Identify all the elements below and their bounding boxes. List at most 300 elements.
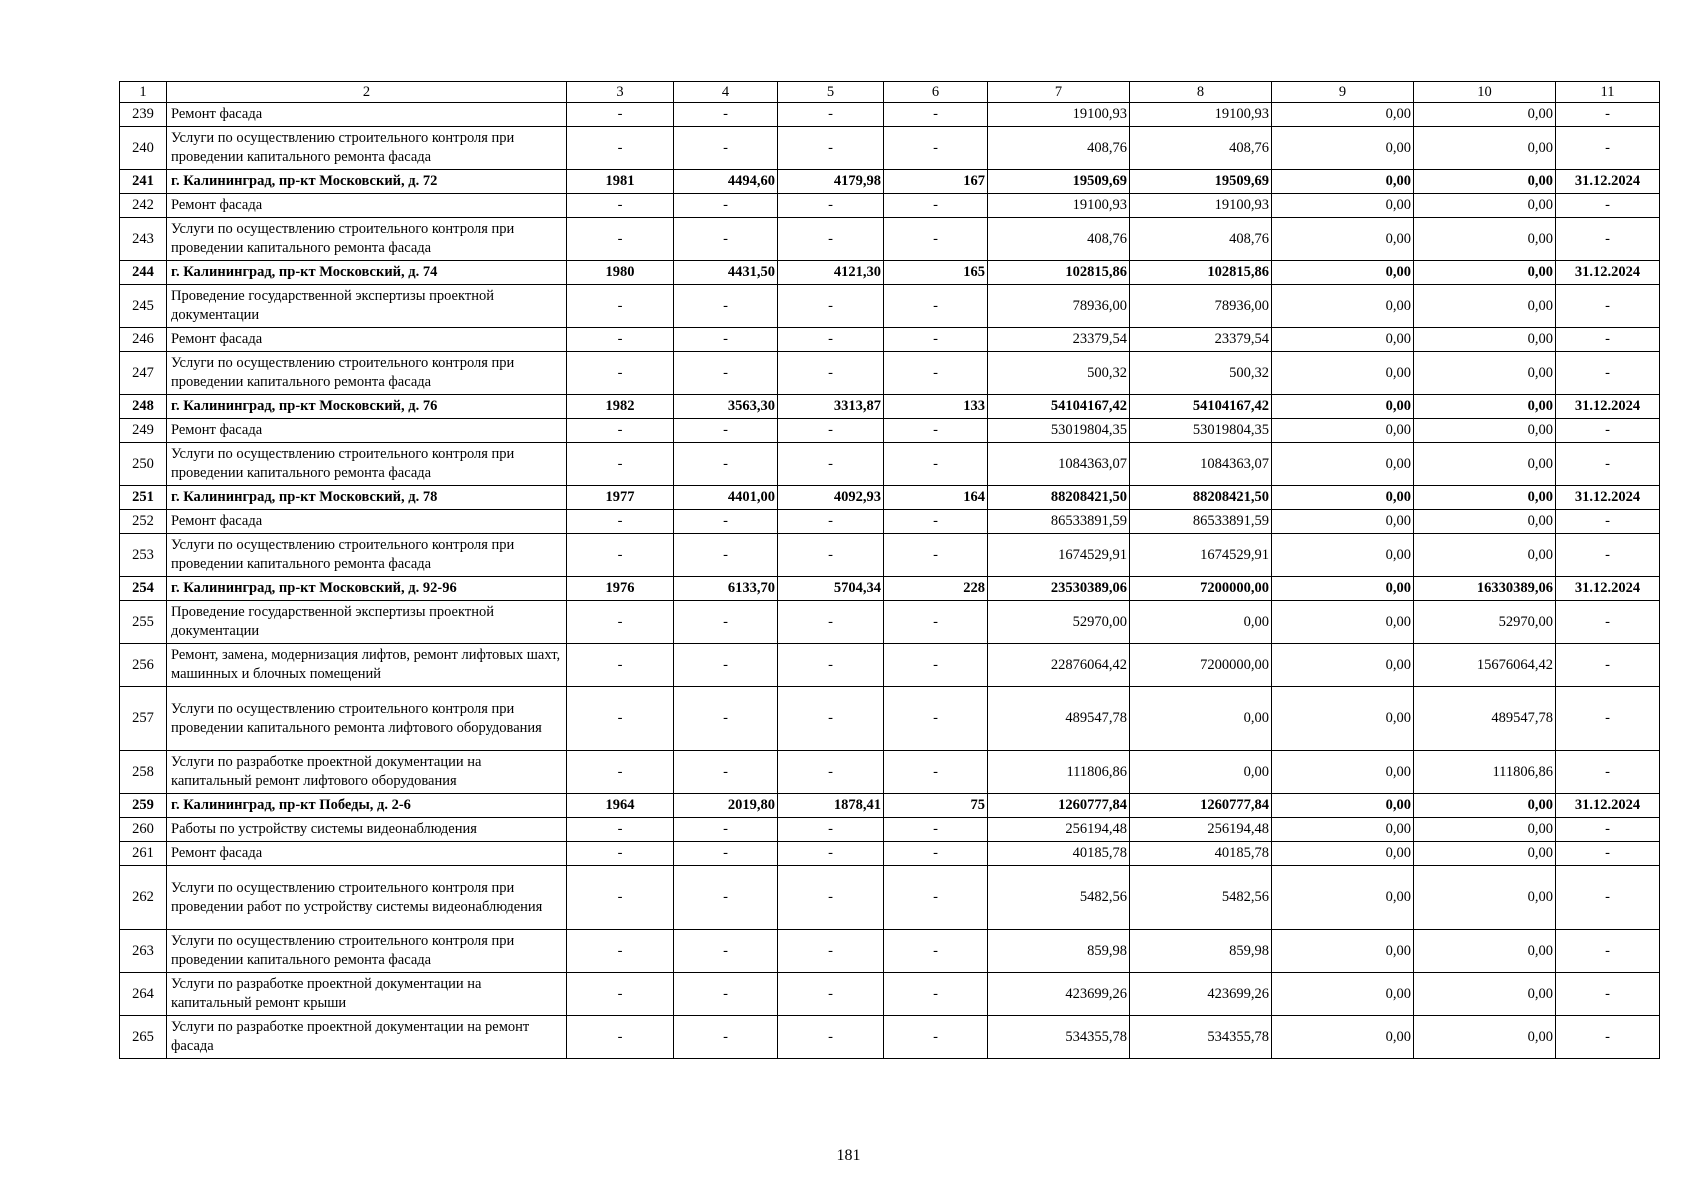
col5-cell: - [778,644,884,687]
row-number-cell: 252 [120,510,167,534]
row-number-cell: 256 [120,644,167,687]
col4-cell: - [674,218,778,261]
column-number-header-row [120,82,1660,103]
col4-cell: - [674,601,778,644]
col10-cell: 0,00 [1414,534,1556,577]
work-name-cell: Услуги по разработке проектной документации на капитальный ремонт лифтового оборудования [167,751,567,794]
col6-cell: - [884,1016,988,1059]
header-cell: 7 [988,82,1130,103]
col11-cell: 31.12.2024 [1556,486,1660,510]
col7-cell: 1084363,07 [988,443,1130,486]
col7-cell: 86533891,59 [988,510,1130,534]
col7-cell: 423699,26 [988,973,1130,1016]
col4-cell: - [674,127,778,170]
col9-cell: 0,00 [1272,866,1414,930]
work-item-row [120,973,1660,1016]
row-number-cell: 246 [120,328,167,352]
col5-cell: - [778,510,884,534]
work-name-cell: г. Калининград, пр-кт Московский, д. 74 [167,261,567,285]
col7-cell: 23530389,06 [988,577,1130,601]
col11-cell: - [1556,328,1660,352]
col3-cell: - [567,218,674,261]
col4-cell: - [674,644,778,687]
col9-cell: 0,00 [1272,395,1414,419]
col4-cell: - [674,194,778,218]
col8-cell: 0,00 [1130,601,1272,644]
col7-cell: 19100,93 [988,194,1130,218]
col4-cell: 3563,30 [674,395,778,419]
col9-cell: 0,00 [1272,218,1414,261]
col8-cell: 19100,93 [1130,194,1272,218]
col7-cell: 23379,54 [988,328,1130,352]
col5-cell: - [778,751,884,794]
col10-cell: 489547,78 [1414,687,1556,751]
col3-cell: - [567,973,674,1016]
work-name-cell: г. Калининград, пр-кт Победы, д. 2-6 [167,794,567,818]
work-name-cell: Ремонт фасада [167,103,567,127]
work-name-cell: г. Калининград, пр-кт Московский, д. 72 [167,170,567,194]
col11-cell: - [1556,973,1660,1016]
col10-cell: 0,00 [1414,842,1556,866]
address-row [120,794,1660,818]
col5-cell: 3313,87 [778,395,884,419]
col7-cell: 19100,93 [988,103,1130,127]
col9-cell: 0,00 [1272,818,1414,842]
row-number-cell: 260 [120,818,167,842]
col6-cell: - [884,328,988,352]
row-number-cell: 249 [120,419,167,443]
col3-cell: - [567,194,674,218]
col5-cell: - [778,687,884,751]
col5-cell: 5704,34 [778,577,884,601]
col8-cell: 78936,00 [1130,285,1272,328]
col10-cell: 0,00 [1414,352,1556,395]
address-row [120,577,1660,601]
work-item-row [120,443,1660,486]
col6-cell: - [884,866,988,930]
address-row [120,395,1660,419]
work-name-cell: Услуги по осуществлению строительного контроля при проведении капитального ремонта фасада [167,218,567,261]
col11-cell: - [1556,419,1660,443]
col6-cell: - [884,218,988,261]
col10-cell: 0,00 [1414,395,1556,419]
col10-cell: 0,00 [1414,818,1556,842]
work-item-row [120,842,1660,866]
col5-cell: 4092,93 [778,486,884,510]
document-page [119,81,1659,1059]
row-number-cell: 247 [120,352,167,395]
col11-cell: - [1556,751,1660,794]
col10-cell: 0,00 [1414,443,1556,486]
col10-cell: 52970,00 [1414,601,1556,644]
col10-cell: 0,00 [1414,103,1556,127]
col8-cell: 88208421,50 [1130,486,1272,510]
col11-cell: - [1556,534,1660,577]
work-item-row [120,218,1660,261]
col8-cell: 86533891,59 [1130,510,1272,534]
work-name-cell: Услуги по осуществлению строительного контроля при проведении капитального ремонта фасада [167,443,567,486]
col4-cell: 4431,50 [674,261,778,285]
work-name-cell: Ремонт, замена, модернизация лифтов, ремонт лифтовых шахт, машинных и блочных помещений [167,644,567,687]
col8-cell: 19100,93 [1130,103,1272,127]
col9-cell: 0,00 [1272,486,1414,510]
col5-cell: 4179,98 [778,170,884,194]
col6-cell: 165 [884,261,988,285]
work-item-row [120,644,1660,687]
col7-cell: 78936,00 [988,285,1130,328]
col3-cell: - [567,601,674,644]
col4-cell: - [674,103,778,127]
col6-cell: 228 [884,577,988,601]
row-number-cell: 239 [120,103,167,127]
col7-cell: 19509,69 [988,170,1130,194]
col6-cell: 133 [884,395,988,419]
page-number: 181 [836,1147,861,1164]
col10-cell: 0,00 [1414,285,1556,328]
col5-cell: - [778,601,884,644]
repair-program-table [119,81,1660,1059]
col7-cell: 489547,78 [988,687,1130,751]
header-cell: 6 [884,82,988,103]
work-name-cell: Работы по устройству системы видеонаблюдения [167,818,567,842]
row-number-cell: 241 [120,170,167,194]
work-name-cell: Услуги по осуществлению строительного контроля при проведении капитального ремонта фасада [167,930,567,973]
col6-cell: - [884,930,988,973]
address-row [120,261,1660,285]
col4-cell: - [674,818,778,842]
work-name-cell: Услуги по разработке проектной документации на ремонт фасада [167,1016,567,1059]
col3-cell: - [567,419,674,443]
col4-cell: 2019,80 [674,794,778,818]
col4-cell: - [674,510,778,534]
col10-cell: 0,00 [1414,1016,1556,1059]
row-number-cell: 250 [120,443,167,486]
col9-cell: 0,00 [1272,285,1414,328]
row-number-cell: 245 [120,285,167,328]
col3-cell: - [567,103,674,127]
col6-cell: - [884,352,988,395]
work-name-cell: г. Калининград, пр-кт Московский, д. 76 [167,395,567,419]
col7-cell: 22876064,42 [988,644,1130,687]
col11-cell: - [1556,601,1660,644]
col11-cell: - [1556,103,1660,127]
col6-cell: - [884,534,988,577]
col8-cell: 1260777,84 [1130,794,1272,818]
work-item-row [120,534,1660,577]
col3-cell: - [567,328,674,352]
col6-cell: 167 [884,170,988,194]
col11-cell: - [1556,866,1660,930]
col9-cell: 0,00 [1272,1016,1414,1059]
col10-cell: 0,00 [1414,866,1556,930]
header-cell: 9 [1272,82,1414,103]
col7-cell: 54104167,42 [988,395,1130,419]
col6-cell: 75 [884,794,988,818]
col11-cell: 31.12.2024 [1556,395,1660,419]
col3-cell: - [567,352,674,395]
col3-cell: 1977 [567,486,674,510]
col3-cell: - [567,127,674,170]
work-item-row [120,103,1660,127]
col7-cell: 256194,48 [988,818,1130,842]
header-cell: 3 [567,82,674,103]
col3-cell: 1976 [567,577,674,601]
work-name-cell: Проведение государственной экспертизы проектной документации [167,601,567,644]
col5-cell: - [778,1016,884,1059]
work-item-row [120,818,1660,842]
col4-cell: 4494,60 [674,170,778,194]
work-name-cell: Услуги по разработке проектной документации на капитальный ремонт крыши [167,973,567,1016]
col5-cell: - [778,443,884,486]
col8-cell: 859,98 [1130,930,1272,973]
row-number-cell: 244 [120,261,167,285]
work-name-cell: Услуги по осуществлению строительного контроля при проведении капитального ремонта фасада [167,127,567,170]
col9-cell: 0,00 [1272,577,1414,601]
col8-cell: 7200000,00 [1130,577,1272,601]
col4-cell: - [674,930,778,973]
col4-cell: - [674,866,778,930]
col7-cell: 5482,56 [988,866,1130,930]
col4-cell: - [674,534,778,577]
col11-cell: - [1556,127,1660,170]
row-number-cell: 262 [120,866,167,930]
col10-cell: 0,00 [1414,486,1556,510]
col8-cell: 0,00 [1130,687,1272,751]
col5-cell: - [778,285,884,328]
col6-cell: - [884,103,988,127]
col9-cell: 0,00 [1272,170,1414,194]
col11-cell: - [1556,285,1660,328]
col11-cell: 31.12.2024 [1556,794,1660,818]
col8-cell: 534355,78 [1130,1016,1272,1059]
col9-cell: 0,00 [1272,794,1414,818]
col4-cell: - [674,687,778,751]
row-number-cell: 257 [120,687,167,751]
row-number-cell: 263 [120,930,167,973]
row-number-cell: 251 [120,486,167,510]
col11-cell: - [1556,687,1660,751]
col11-cell: - [1556,443,1660,486]
col9-cell: 0,00 [1272,751,1414,794]
col7-cell: 102815,86 [988,261,1130,285]
row-number-cell: 261 [120,842,167,866]
col6-cell: - [884,973,988,1016]
col11-cell: - [1556,818,1660,842]
work-item-row [120,866,1660,930]
row-number-cell: 243 [120,218,167,261]
col8-cell: 1674529,91 [1130,534,1272,577]
col3-cell: - [567,644,674,687]
col9-cell: 0,00 [1272,127,1414,170]
col10-cell: 0,00 [1414,419,1556,443]
col11-cell: - [1556,194,1660,218]
work-name-cell: Услуги по осуществлению строительного контроля при проведении капитального ремонта фасада [167,534,567,577]
col11-cell: 31.12.2024 [1556,261,1660,285]
col11-cell: 31.12.2024 [1556,577,1660,601]
row-number-cell: 240 [120,127,167,170]
col8-cell: 102815,86 [1130,261,1272,285]
col11-cell: - [1556,352,1660,395]
work-name-cell: Ремонт фасада [167,419,567,443]
work-item-row [120,328,1660,352]
work-name-cell: Услуги по осуществлению строительного контроля при проведении капитального ремонта лифтового оборудования [167,687,567,751]
col8-cell: 19509,69 [1130,170,1272,194]
work-item-row [120,510,1660,534]
col7-cell: 1674529,91 [988,534,1130,577]
address-row [120,170,1660,194]
col6-cell: - [884,818,988,842]
col9-cell: 0,00 [1272,601,1414,644]
header-cell: 1 [120,82,167,103]
col4-cell: - [674,352,778,395]
col7-cell: 534355,78 [988,1016,1130,1059]
col7-cell: 40185,78 [988,842,1130,866]
col8-cell: 500,32 [1130,352,1272,395]
col9-cell: 0,00 [1272,644,1414,687]
work-item-row [120,419,1660,443]
col8-cell: 256194,48 [1130,818,1272,842]
col10-cell: 0,00 [1414,194,1556,218]
col8-cell: 1084363,07 [1130,443,1272,486]
col9-cell: 0,00 [1272,328,1414,352]
col3-cell: - [567,510,674,534]
work-item-row [120,194,1660,218]
col9-cell: 0,00 [1272,443,1414,486]
row-number-cell: 258 [120,751,167,794]
col6-cell: 164 [884,486,988,510]
col11-cell: - [1556,218,1660,261]
col6-cell: - [884,419,988,443]
work-item-row [120,601,1660,644]
work-name-cell: г. Калининград, пр-кт Московский, д. 78 [167,486,567,510]
col3-cell: - [567,818,674,842]
address-row [120,486,1660,510]
col7-cell: 500,32 [988,352,1130,395]
col10-cell: 0,00 [1414,218,1556,261]
col9-cell: 0,00 [1272,687,1414,751]
col3-cell: 1980 [567,261,674,285]
header-cell: 4 [674,82,778,103]
col4-cell: - [674,328,778,352]
work-name-cell: Ремонт фасада [167,194,567,218]
col9-cell: 0,00 [1272,194,1414,218]
col6-cell: - [884,194,988,218]
header-cell: 10 [1414,82,1556,103]
col11-cell: - [1556,1016,1660,1059]
col8-cell: 23379,54 [1130,328,1272,352]
col9-cell: 0,00 [1272,930,1414,973]
col6-cell: - [884,687,988,751]
row-number-cell: 264 [120,973,167,1016]
work-name-cell: Услуги по осуществлению строительного контроля при проведении работ по устройству системы видеонаблюдения [167,866,567,930]
col7-cell: 408,76 [988,218,1130,261]
col6-cell: - [884,601,988,644]
header-cell: 8 [1130,82,1272,103]
col4-cell: - [674,419,778,443]
work-item-row [120,687,1660,751]
col7-cell: 408,76 [988,127,1130,170]
col10-cell: 16330389,06 [1414,577,1556,601]
work-item-row [120,285,1660,328]
col5-cell: - [778,328,884,352]
row-number-cell: 255 [120,601,167,644]
col4-cell: - [674,973,778,1016]
col9-cell: 0,00 [1272,261,1414,285]
col11-cell: 31.12.2024 [1556,170,1660,194]
col5-cell: - [778,218,884,261]
col5-cell: - [778,866,884,930]
col3-cell: - [567,751,674,794]
col4-cell: - [674,1016,778,1059]
col6-cell: - [884,644,988,687]
col6-cell: - [884,127,988,170]
col3-cell: 1981 [567,170,674,194]
col4-cell: 4401,00 [674,486,778,510]
col8-cell: 408,76 [1130,127,1272,170]
col5-cell: - [778,103,884,127]
col10-cell: 0,00 [1414,930,1556,973]
col6-cell: - [884,751,988,794]
col4-cell: 6133,70 [674,577,778,601]
col3-cell: - [567,842,674,866]
work-name-cell: Ремонт фасада [167,328,567,352]
col9-cell: 0,00 [1272,842,1414,866]
col7-cell: 88208421,50 [988,486,1130,510]
work-name-cell: Ремонт фасада [167,510,567,534]
col9-cell: 0,00 [1272,510,1414,534]
col8-cell: 408,76 [1130,218,1272,261]
col5-cell: 4121,30 [778,261,884,285]
col7-cell: 53019804,35 [988,419,1130,443]
col9-cell: 0,00 [1272,419,1414,443]
col10-cell: 0,00 [1414,328,1556,352]
col10-cell: 0,00 [1414,510,1556,534]
col10-cell: 0,00 [1414,794,1556,818]
col6-cell: - [884,443,988,486]
col5-cell: - [778,419,884,443]
row-number-cell: 259 [120,794,167,818]
col10-cell: 0,00 [1414,973,1556,1016]
work-name-cell: Ремонт фасада [167,842,567,866]
col5-cell: 1878,41 [778,794,884,818]
col4-cell: - [674,842,778,866]
work-name-cell: Проведение государственной экспертизы проектной документации [167,285,567,328]
col9-cell: 0,00 [1272,352,1414,395]
col3-cell: - [567,443,674,486]
header-cell: 2 [167,82,567,103]
col5-cell: - [778,818,884,842]
col4-cell: - [674,285,778,328]
col10-cell: 0,00 [1414,261,1556,285]
row-number-cell: 242 [120,194,167,218]
col3-cell: 1964 [567,794,674,818]
col7-cell: 52970,00 [988,601,1130,644]
work-item-row [120,127,1660,170]
col4-cell: - [674,443,778,486]
row-number-cell: 254 [120,577,167,601]
work-name-cell: г. Калининград, пр-кт Московский, д. 92-96 [167,577,567,601]
work-item-row [120,1016,1660,1059]
col8-cell: 7200000,00 [1130,644,1272,687]
row-number-cell: 248 [120,395,167,419]
col10-cell: 0,00 [1414,127,1556,170]
col4-cell: - [674,751,778,794]
col11-cell: - [1556,644,1660,687]
col8-cell: 0,00 [1130,751,1272,794]
col3-cell: - [567,930,674,973]
col5-cell: - [778,194,884,218]
col7-cell: 859,98 [988,930,1130,973]
